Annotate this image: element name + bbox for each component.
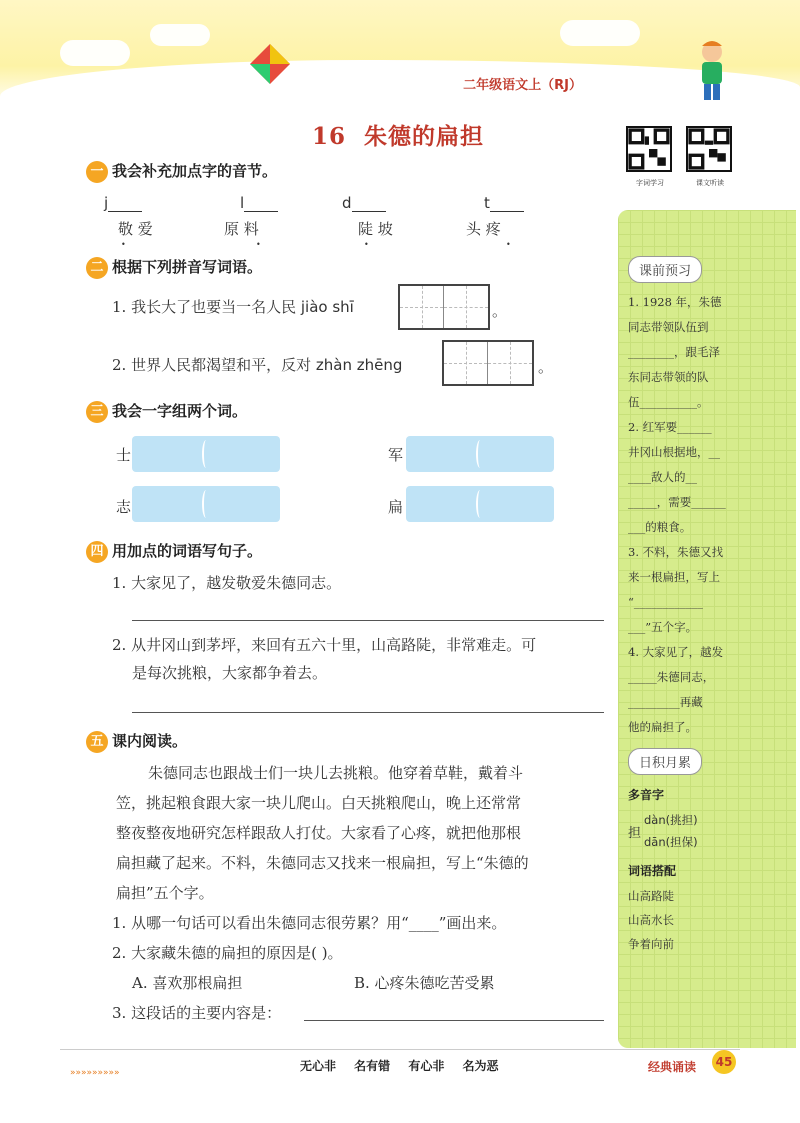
- sidebar-line: 井冈山根据地，__: [628, 445, 720, 459]
- punctuation: 。: [492, 302, 508, 320]
- writing-grid[interactable]: [398, 284, 490, 330]
- question-text: 3. 这段话的主要内容是：: [112, 1004, 282, 1022]
- kite-icon: [250, 44, 290, 84]
- page-header: [0, 0, 800, 110]
- header-wave: [0, 60, 800, 120]
- answer-box[interactable]: [406, 486, 554, 522]
- punctuation: 。: [538, 358, 554, 376]
- option-a[interactable]: A. 喜欢那根扁担: [132, 974, 243, 992]
- section-title: 我会一字组两个词。: [112, 402, 248, 420]
- section-badge: 五: [86, 731, 108, 753]
- qr-code-icon[interactable]: [686, 126, 732, 172]
- question-text: 2. 世界人民都渴望和平，反对 zhàn zhēng: [112, 356, 403, 374]
- word-item: 头 疼: [466, 220, 501, 238]
- question-text: 2. 从井冈山到茅坪，来回有五六十里，山高路陡，非常难走。可: [112, 636, 537, 654]
- prompt-char: 志: [116, 498, 132, 516]
- pinyin-blank[interactable]: d: [342, 194, 386, 212]
- question-text: 1. 大家见了，越发敬爱朱德同志。: [112, 574, 342, 592]
- answer-line[interactable]: [132, 620, 604, 621]
- polyphone-reading: dàn(挑担): [644, 813, 698, 827]
- pinyin-blank[interactable]: j: [104, 194, 142, 212]
- passage-line: 扁担”五个字。: [116, 884, 214, 902]
- lesson-name: 朱德的扁担: [364, 123, 485, 150]
- section-title: 根据下列拼音写词语。: [112, 258, 263, 276]
- sidebar-line: 同志带领队伍到: [628, 320, 709, 334]
- emphasis-dot: •: [506, 240, 511, 249]
- answer-box[interactable]: [406, 436, 554, 472]
- question-text: 2. 大家藏朱德的扁担的原因是( )。: [112, 944, 343, 962]
- sidebar-line: _________再藏: [628, 695, 703, 709]
- sidebar-line: 3. 不料，朱德又找: [628, 545, 724, 559]
- sidebar-line: _____，需要______: [628, 495, 726, 509]
- answer-box[interactable]: [132, 486, 280, 522]
- sidebar-subtitle: 多音字: [628, 788, 665, 802]
- section-4-heading: [86, 540, 262, 563]
- word-item: 原 料: [224, 220, 259, 238]
- emphasis-dot: •: [256, 240, 261, 249]
- sidebar-line: “____________: [628, 595, 703, 609]
- section-title: 我会补充加点字的音节。: [112, 162, 278, 180]
- sidebar-line: 伍__________。: [628, 395, 709, 409]
- sidebar-tag-accumulate: 日积月累: [628, 748, 702, 775]
- section-title: 用加点的词语写句子。: [112, 542, 263, 560]
- prompt-char: 军: [388, 446, 404, 464]
- sidebar-subtitle: 词语搭配: [628, 864, 677, 878]
- footer-chevrons: »»»»»»»»»: [70, 1068, 120, 1078]
- boy-illustration: [692, 40, 732, 104]
- answer-line[interactable]: [304, 1020, 604, 1021]
- section-badge: 三: [86, 401, 108, 423]
- sidebar-line: ____敌人的__: [628, 470, 697, 484]
- sidebar-preview-text: [628, 290, 734, 740]
- cloud-decoration: [60, 40, 130, 66]
- footer-tag: 经典诵读: [648, 1060, 697, 1074]
- pinyin-blank[interactable]: l: [240, 194, 278, 212]
- cloud-decoration: [150, 24, 210, 46]
- writing-grid[interactable]: [442, 340, 534, 386]
- passage-line: 整夜整夜地研究怎样跟敌人打仗。大家看了心疼，就把他那根: [116, 824, 522, 842]
- sidebar-line: 4. 大家见了，越发: [628, 645, 724, 659]
- sidebar-line: 他的扁担了。: [628, 720, 697, 734]
- polyphone-char: 担: [628, 826, 642, 841]
- prompt-char: 士: [116, 446, 132, 464]
- section-3-heading: [86, 400, 247, 423]
- sidebar-line: 1. 1928 年，朱德: [628, 295, 722, 309]
- phrase-item: 山高水长: [628, 913, 674, 927]
- prompt-char: 扁: [388, 498, 404, 516]
- passage-line: 朱德同志也跟战士们一块儿去挑粮。他穿着草鞋，戴着斗: [148, 764, 524, 782]
- answer-line[interactable]: [132, 712, 604, 713]
- question-text: 1. 我长大了也要当一名人民 jiào shī: [112, 298, 354, 316]
- emphasis-dot: •: [364, 240, 369, 249]
- sidebar-line: ___”五个字。: [628, 620, 698, 634]
- section-badge: 二: [86, 257, 108, 279]
- section-1-heading: [86, 160, 277, 183]
- passage-line: 笠，挑起粮食跟大家一块儿爬山。白天挑粮爬山，晚上还常常: [116, 794, 522, 812]
- sidebar-line: ___的粮食。: [628, 520, 692, 534]
- sidebar-line: 东同志带领的队: [628, 370, 709, 384]
- sidebar-line: 来一根扁担，写上: [628, 570, 720, 584]
- qr-caption: 课文听读: [696, 179, 724, 187]
- question-text: 1. 从哪一句话可以看出朱德同志很劳累？用“____”画出来。: [112, 914, 507, 932]
- phrase-item: 山高路陡: [628, 889, 674, 903]
- section-badge: 四: [86, 541, 108, 563]
- sidebar-line: _____朱德同志，: [628, 670, 715, 684]
- lesson-title: [312, 118, 484, 151]
- option-b[interactable]: B. 心疼朱德吃苦受累: [354, 974, 495, 992]
- section-5-heading: [86, 730, 187, 753]
- section-2-heading: [86, 256, 262, 279]
- qr-code-icon[interactable]: [626, 126, 672, 172]
- lesson-number: 16: [312, 123, 347, 150]
- phrase-item: 争着向前: [628, 937, 674, 951]
- pinyin-blank[interactable]: t: [484, 194, 524, 212]
- sidebar-line: ________，跟毛泽: [628, 345, 720, 359]
- sidebar-tag-preview: 课前预习: [628, 256, 702, 283]
- grade-label: 二年级语文上（RJ）: [463, 78, 582, 93]
- question-text: 是每次挑粮，大家都争着去。: [132, 664, 328, 682]
- section-badge: 一: [86, 161, 108, 183]
- passage-line: 扁担藏了起来。不料，朱德同志又找来一根扁担，写上“朱德的: [116, 854, 529, 872]
- answer-box[interactable]: [132, 436, 280, 472]
- cloud-decoration: [560, 20, 640, 46]
- footer-divider: [60, 1049, 740, 1050]
- section-title: 课内阅读。: [112, 732, 188, 750]
- emphasis-dot: •: [121, 240, 126, 249]
- word-item: 敬 爱: [118, 220, 153, 238]
- polyphone-reading: dān(担保): [644, 835, 698, 849]
- sidebar-line: 2. 红军要______: [628, 420, 712, 434]
- word-item: 陡 坡: [358, 220, 393, 238]
- footer-proverb: 无心非 名有错 有心非 名为恶: [300, 1059, 499, 1073]
- qr-caption: 字词学习: [636, 179, 664, 187]
- page-number: 45: [712, 1050, 736, 1074]
